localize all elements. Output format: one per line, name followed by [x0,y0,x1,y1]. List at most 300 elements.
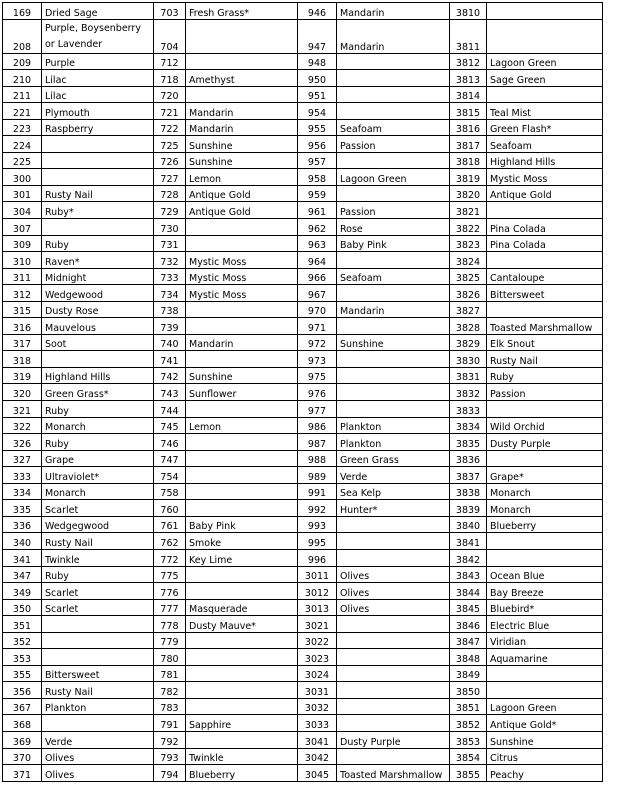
color-name-cell [186,235,298,252]
code-cell: 722 [154,119,186,136]
color-name-cell [487,86,603,103]
code-cell: 3853 [450,731,487,748]
code-cell: 341 [3,549,42,566]
color-name-cell: Passion [487,384,603,401]
code-cell: 760 [154,500,186,517]
table-row [3,367,603,384]
color-name-cell: Ruby [487,367,603,384]
color-name-cell: Ultraviolet* [42,467,154,484]
table-row [3,103,603,120]
color-name-cell: Rusty Nail [42,185,154,202]
code-cell: 3817 [450,136,487,153]
color-name-cell: Grape [42,450,154,467]
color-name-cell: Scarlet [42,500,154,517]
color-name-cell: Bluebird* [487,599,603,616]
code-cell: 352 [3,632,42,649]
code-cell: 948 [298,53,337,70]
code-cell: 955 [298,119,337,136]
table-row [3,318,603,335]
code-cell: 950 [298,70,337,87]
table-row [3,748,603,765]
table-row [3,765,603,782]
code-cell: 3831 [450,367,487,384]
code-cell: 718 [154,70,186,87]
code-cell: 333 [3,467,42,484]
code-cell: 758 [154,483,186,500]
table-row [3,698,603,715]
table-row [3,285,603,302]
code-cell: 3032 [298,698,337,715]
code-cell: 725 [154,136,186,153]
color-name-cell: Blueberry [186,765,298,782]
table-row [3,351,603,368]
color-name-cell [487,3,603,20]
color-name-cell [186,219,298,236]
code-cell: 740 [154,334,186,351]
code-cell: 744 [154,401,186,418]
code-cell: 3814 [450,86,487,103]
code-cell: 316 [3,318,42,335]
color-name-cell [42,715,154,732]
color-name-cell: Key Lime [186,549,298,566]
color-name-cell: Antique Gold [186,185,298,202]
color-name-cell [487,19,603,53]
color-name-cell: Verde [337,467,450,484]
code-cell: 729 [154,202,186,219]
color-name-cell: Rusty Nail [487,351,603,368]
color-name-cell: Mystic Moss [186,268,298,285]
code-cell: 781 [154,665,186,682]
code-cell: 986 [298,417,337,434]
color-name-cell: Mystic Moss [186,285,298,302]
code-cell: 3818 [450,152,487,169]
code-cell: 311 [3,268,42,285]
code-cell: 961 [298,202,337,219]
code-cell: 3826 [450,285,487,302]
color-name-cell: Sea Kelp [337,483,450,500]
code-cell: 775 [154,566,186,583]
code-cell: 3836 [450,450,487,467]
color-name-cell [487,549,603,566]
code-cell: 319 [3,367,42,384]
table-row [3,549,603,566]
code-cell: 3012 [298,583,337,600]
table-row [3,268,603,285]
color-name-cell: Green Flash* [487,119,603,136]
code-cell: 322 [3,417,42,434]
color-name-cell [337,698,450,715]
code-cell: 963 [298,235,337,252]
color-name-cell [337,632,450,649]
code-cell: 3812 [450,53,487,70]
code-cell: 309 [3,235,42,252]
color-name-cell: Scarlet [42,599,154,616]
code-cell: 975 [298,367,337,384]
color-name-cell [487,252,603,269]
color-name-cell: Raven* [42,252,154,269]
color-name-cell: Twinkle [42,549,154,566]
code-cell: 732 [154,252,186,269]
table-row [3,731,603,748]
code-cell: 3839 [450,500,487,517]
code-cell: 988 [298,450,337,467]
code-cell: 208 [3,19,42,53]
color-name-cell [487,202,603,219]
code-cell: 783 [154,698,186,715]
code-cell: 957 [298,152,337,169]
color-name-cell [186,682,298,699]
code-cell: 3042 [298,748,337,765]
code-cell: 3834 [450,417,487,434]
code-cell: 792 [154,731,186,748]
color-name-cell [186,583,298,600]
code-cell: 3011 [298,566,337,583]
color-name-cell: Sage Green [487,70,603,87]
color-name-cell [337,649,450,666]
table-row [3,334,603,351]
color-name-cell: Bittersweet [42,665,154,682]
code-cell: 779 [154,632,186,649]
code-cell: 3813 [450,70,487,87]
code-cell: 335 [3,500,42,517]
color-name-cell: Sunshine [487,731,603,748]
code-cell: 739 [154,318,186,335]
color-name-cell: Mandarin [186,334,298,351]
code-cell: 3850 [450,682,487,699]
color-name-cell: Ocean Blue [487,566,603,583]
color-name-cell [337,384,450,401]
color-name-cell [337,103,450,120]
color-name-cell: Rusty Nail [42,533,154,550]
code-cell: 368 [3,715,42,732]
color-name-cell [487,682,603,699]
color-name-cell: Plankton [337,434,450,451]
color-name-cell: Green Grass* [42,384,154,401]
color-name-cell [186,649,298,666]
color-name-cell: Plymouth [42,103,154,120]
code-cell: 946 [298,3,337,20]
code-cell: 972 [298,334,337,351]
code-cell: 3827 [450,301,487,318]
code-cell: 726 [154,152,186,169]
color-name-cell [42,136,154,153]
code-cell: 307 [3,219,42,236]
code-cell: 976 [298,384,337,401]
code-cell: 3013 [298,599,337,616]
code-cell: 3811 [450,19,487,53]
table-row [3,301,603,318]
code-cell: 738 [154,301,186,318]
color-name-cell: Smoke [186,533,298,550]
table-row [3,136,603,153]
color-name-cell: Mauvelous [42,318,154,335]
code-cell: 791 [154,715,186,732]
table-row [3,169,603,186]
color-conversion-table [2,2,603,782]
table-row [3,516,603,533]
code-cell: 367 [3,698,42,715]
color-name-cell: Bittersweet [487,285,603,302]
color-name-cell [337,616,450,633]
code-cell: 318 [3,351,42,368]
color-name-cell [337,533,450,550]
code-cell: 3810 [450,3,487,20]
code-cell: 954 [298,103,337,120]
code-cell: 370 [3,748,42,765]
table-row [3,252,603,269]
color-name-cell [42,649,154,666]
code-cell: 727 [154,169,186,186]
code-cell: 947 [298,19,337,53]
code-cell: 3846 [450,616,487,633]
code-cell: 320 [3,384,42,401]
color-name-cell [337,70,450,87]
code-cell: 347 [3,566,42,583]
code-cell: 3851 [450,698,487,715]
color-name-cell: Olives [337,599,450,616]
color-name-cell: Rusty Nail [42,682,154,699]
code-cell: 794 [154,765,186,782]
code-cell: 3840 [450,516,487,533]
code-cell: 3842 [450,549,487,566]
code-cell: 371 [3,765,42,782]
code-cell: 3849 [450,665,487,682]
code-cell: 720 [154,86,186,103]
color-name-cell: Purple [42,53,154,70]
code-cell: 762 [154,533,186,550]
code-cell: 742 [154,367,186,384]
table-row [3,119,603,136]
code-cell: 973 [298,351,337,368]
code-cell: 340 [3,533,42,550]
code-cell: 731 [154,235,186,252]
color-name-cell: Monarch [42,483,154,500]
color-name-cell: Monarch [487,483,603,500]
code-cell: 3822 [450,219,487,236]
table-row [3,599,603,616]
color-name-cell: Sunflower [186,384,298,401]
code-cell: 991 [298,483,337,500]
code-cell: 703 [154,3,186,20]
code-cell: 992 [298,500,337,517]
color-name-cell: Hunter* [337,500,450,517]
color-name-cell [337,549,450,566]
color-name-cell: Wild Orchid [487,417,603,434]
color-name-cell [186,500,298,517]
code-cell: 3829 [450,334,487,351]
color-name-cell: Lemon [186,169,298,186]
code-cell: 962 [298,219,337,236]
code-cell: 3844 [450,583,487,600]
code-cell: 3031 [298,682,337,699]
color-name-cell: Seafoam [337,119,450,136]
color-name-cell: Ruby [42,566,154,583]
code-cell: 369 [3,731,42,748]
code-cell: 351 [3,616,42,633]
code-cell: 321 [3,401,42,418]
color-name-cell: Pina Colada [487,235,603,252]
color-name-cell [186,351,298,368]
code-cell: 958 [298,169,337,186]
code-cell: 730 [154,219,186,236]
code-cell: 754 [154,467,186,484]
color-name-cell [337,318,450,335]
color-name-cell: Mystic Moss [487,169,603,186]
color-name-cell: Monarch [487,500,603,517]
color-name-cell [42,219,154,236]
code-cell: 3821 [450,202,487,219]
code-cell: 959 [298,185,337,202]
code-cell: 704 [154,19,186,53]
code-cell: 778 [154,616,186,633]
code-cell: 225 [3,152,42,169]
code-cell: 353 [3,649,42,666]
code-cell: 224 [3,136,42,153]
color-name-cell [186,450,298,467]
color-name-cell [42,169,154,186]
color-name-cell: Rose [337,219,450,236]
code-cell: 3022 [298,632,337,649]
color-name-cell: Citrus [487,748,603,765]
code-cell: 971 [298,318,337,335]
color-name-cell: Toasted Marshmallow [337,765,450,782]
color-name-cell [186,301,298,318]
table-row [3,665,603,682]
code-cell: 745 [154,417,186,434]
color-name-cell: Twinkle [186,748,298,765]
color-name-cell: Mandarin [337,3,450,20]
color-name-cell [487,450,603,467]
color-name-cell: Baby Pink [186,516,298,533]
color-name-cell: Sunshine [337,334,450,351]
color-name-cell: Ruby [42,401,154,418]
code-cell: 221 [3,103,42,120]
color-name-cell: Lagoon Green [487,53,603,70]
code-cell: 3033 [298,715,337,732]
code-cell: 3847 [450,632,487,649]
color-name-cell [487,301,603,318]
table-row [3,384,603,401]
code-cell: 761 [154,516,186,533]
code-cell: 3832 [450,384,487,401]
color-name-cell: Pina Colada [487,219,603,236]
color-name-cell [337,86,450,103]
color-name-cell [186,434,298,451]
code-cell: 169 [3,3,42,20]
code-cell: 3845 [450,599,487,616]
table-row [3,235,603,252]
color-name-cell [186,86,298,103]
color-name-cell: Toasted Marshmallow [487,318,603,335]
color-name-cell [186,566,298,583]
table-row [3,53,603,70]
color-name-cell: Dusty Purple [487,434,603,451]
color-name-cell: Midnight [42,268,154,285]
code-cell: 747 [154,450,186,467]
color-name-cell [42,616,154,633]
color-name-cell: Fresh Grass* [186,3,298,20]
code-cell: 733 [154,268,186,285]
code-cell: 772 [154,549,186,566]
color-name-cell [487,665,603,682]
code-cell: 782 [154,682,186,699]
color-name-cell: Grape* [487,467,603,484]
color-name-cell [337,682,450,699]
color-name-cell [186,318,298,335]
table-row [3,202,603,219]
color-name-cell: Antique Gold [186,202,298,219]
code-cell: 312 [3,285,42,302]
code-cell: 304 [3,202,42,219]
color-name-cell [337,252,450,269]
table-row [3,401,603,418]
code-cell: 3830 [450,351,487,368]
code-cell: 3855 [450,765,487,782]
color-name-cell: Mandarin [337,19,450,53]
code-cell: 3824 [450,252,487,269]
color-name-cell: Raspberry [42,119,154,136]
code-cell: 317 [3,334,42,351]
code-cell: 721 [154,103,186,120]
code-cell: 746 [154,434,186,451]
color-name-cell: Cantaloupe [487,268,603,285]
code-cell: 966 [298,268,337,285]
code-cell: 349 [3,583,42,600]
color-name-cell [337,748,450,765]
color-name-cell: Elk Snout [487,334,603,351]
color-name-cell: Seafoam [487,136,603,153]
color-name-cell [186,483,298,500]
code-cell: 776 [154,583,186,600]
code-cell: 3838 [450,483,487,500]
color-name-cell: Aquamarine [487,649,603,666]
code-cell: 3828 [450,318,487,335]
code-cell: 712 [154,53,186,70]
color-name-cell: Mandarin [186,103,298,120]
code-cell: 315 [3,301,42,318]
color-name-cell [337,285,450,302]
table-row [3,467,603,484]
code-cell: 970 [298,301,337,318]
code-cell: 956 [298,136,337,153]
code-cell: 3041 [298,731,337,748]
code-cell: 3820 [450,185,487,202]
color-name-cell: Baby Pink [337,235,450,252]
color-name-cell: Lilac [42,86,154,103]
code-cell: 728 [154,185,186,202]
color-name-cell: Peachy [487,765,603,782]
code-cell: 301 [3,185,42,202]
color-name-cell: Sunshine [186,136,298,153]
code-cell: 310 [3,252,42,269]
color-name-cell [186,665,298,682]
code-cell: 3023 [298,649,337,666]
color-name-cell [186,401,298,418]
code-cell: 743 [154,384,186,401]
code-cell: 3024 [298,665,337,682]
code-cell: 987 [298,434,337,451]
color-name-cell [337,152,450,169]
color-name-cell: Mandarin [186,119,298,136]
code-cell: 741 [154,351,186,368]
color-name-cell: Plankton [337,417,450,434]
color-name-cell [186,53,298,70]
color-name-cell: Green Grass [337,450,450,467]
color-name-cell [186,632,298,649]
color-name-cell [337,516,450,533]
color-name-cell: Olives [42,748,154,765]
color-name-cell: Seafoam [337,268,450,285]
